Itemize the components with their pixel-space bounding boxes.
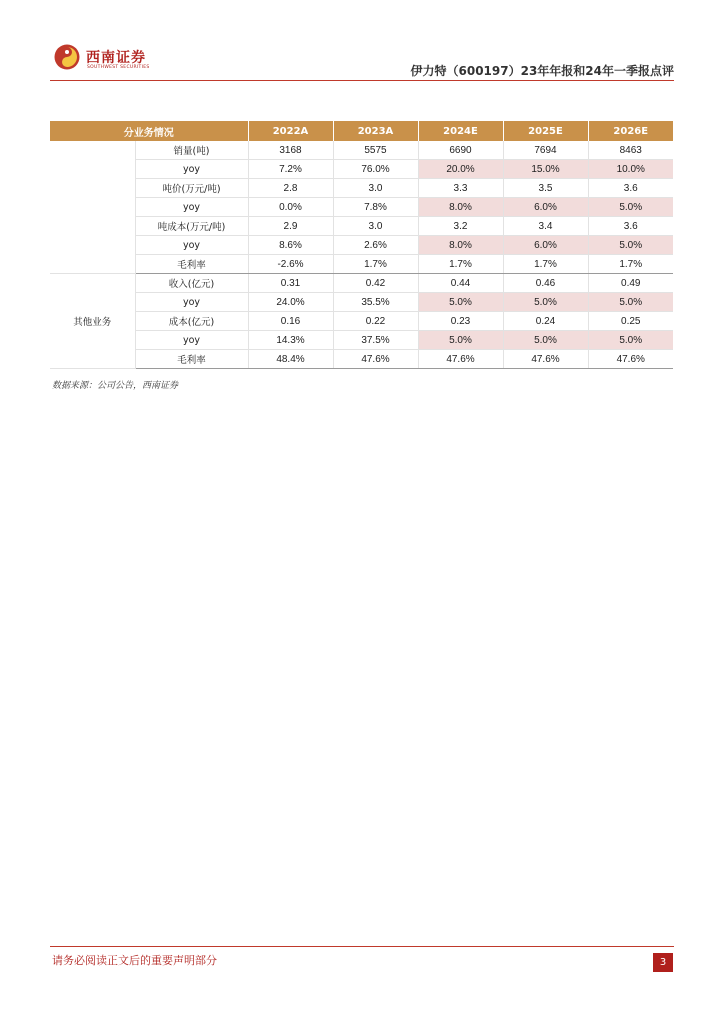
header-cell-2023a: 2023A — [333, 121, 418, 141]
value-cell: 1.7% — [418, 255, 503, 274]
value-cell: -2.6% — [248, 255, 333, 274]
metric-label-cell: yoy — [135, 160, 248, 179]
source-note: 数据来源：公司公告，西南证券 — [52, 381, 179, 391]
header-divider — [50, 80, 674, 81]
metric-label-cell: 毛利率 — [135, 255, 248, 274]
value-cell: 3.4 — [503, 217, 588, 236]
value-cell: 47.6% — [418, 350, 503, 369]
table-row — [50, 255, 673, 274]
table-row — [50, 312, 673, 331]
logo-emblem-icon — [54, 44, 80, 70]
table-row — [50, 236, 673, 255]
value-cell: 48.4% — [248, 350, 333, 369]
value-cell: 0.31 — [248, 274, 333, 293]
table-row — [50, 141, 673, 160]
footer-disclaimer: 请务必阅读正文后的重要声明部分 — [52, 954, 217, 967]
value-cell: 14.3% — [248, 331, 333, 350]
logo-text-cn: 西南证券 — [86, 50, 146, 66]
table-body — [50, 141, 673, 369]
table-row — [50, 274, 673, 293]
metric-label-cell: 收入(亿元) — [135, 274, 248, 293]
business-forecast-table — [50, 121, 673, 369]
value-cell: 35.5% — [333, 293, 418, 312]
metric-label-cell: yoy — [135, 198, 248, 217]
value-cell: 7694 — [503, 141, 588, 160]
header-cell-2026e: 2026E — [588, 121, 673, 141]
value-cell: 3.5 — [503, 179, 588, 198]
value-cell: 0.49 — [588, 274, 673, 293]
header-cell-2022a: 2022A — [248, 121, 333, 141]
value-cell: 6.0% — [503, 198, 588, 217]
value-cell: 1.7% — [588, 255, 673, 274]
value-cell: 3168 — [248, 141, 333, 160]
value-cell: 0.24 — [503, 312, 588, 331]
header-cell-segment: 分业务情况 — [50, 121, 248, 141]
page-number: 3 — [653, 953, 673, 972]
company-logo — [54, 44, 164, 74]
value-cell: 76.0% — [333, 160, 418, 179]
value-cell: 6.0% — [503, 236, 588, 255]
value-cell: 24.0% — [248, 293, 333, 312]
value-cell: 7.8% — [333, 198, 418, 217]
metric-label-cell: yoy — [135, 293, 248, 312]
metric-label-cell: 吨成本(万元/吨) — [135, 217, 248, 236]
value-cell: 7.2% — [248, 160, 333, 179]
group-label-cell: 其他业务 — [50, 274, 135, 369]
value-cell: 0.22 — [333, 312, 418, 331]
value-cell: 8.0% — [418, 198, 503, 217]
logo-text-en: SOUTHWEST SECURITIES — [87, 65, 150, 70]
table-row — [50, 331, 673, 350]
value-cell: 1.7% — [333, 255, 418, 274]
value-cell: 3.2 — [418, 217, 503, 236]
table-row — [50, 198, 673, 217]
table-header-row — [50, 121, 673, 141]
report-title: 伊力特（600197）23年年报和24年一季报点评 — [410, 64, 674, 78]
value-cell: 3.6 — [588, 217, 673, 236]
value-cell: 3.6 — [588, 179, 673, 198]
value-cell: 47.6% — [588, 350, 673, 369]
group-label-cell — [50, 141, 135, 274]
metric-label-cell: yoy — [135, 331, 248, 350]
value-cell: 2.8 — [248, 179, 333, 198]
value-cell: 5.0% — [588, 293, 673, 312]
value-cell: 5.0% — [503, 293, 588, 312]
value-cell: 1.7% — [503, 255, 588, 274]
value-cell: 20.0% — [418, 160, 503, 179]
value-cell: 5.0% — [588, 236, 673, 255]
value-cell: 47.6% — [333, 350, 418, 369]
value-cell: 2.6% — [333, 236, 418, 255]
header-cell-2025e: 2025E — [503, 121, 588, 141]
footer-divider — [50, 946, 674, 947]
value-cell: 8.6% — [248, 236, 333, 255]
value-cell: 5.0% — [588, 198, 673, 217]
value-cell: 3.3 — [418, 179, 503, 198]
table-row — [50, 179, 673, 198]
table-row — [50, 160, 673, 179]
value-cell: 8.0% — [418, 236, 503, 255]
value-cell: 0.44 — [418, 274, 503, 293]
metric-label-cell: 成本(亿元) — [135, 312, 248, 331]
value-cell: 0.0% — [248, 198, 333, 217]
value-cell: 0.23 — [418, 312, 503, 331]
value-cell: 3.0 — [333, 179, 418, 198]
value-cell: 5575 — [333, 141, 418, 160]
table-row — [50, 293, 673, 312]
value-cell: 2.9 — [248, 217, 333, 236]
value-cell: 10.0% — [588, 160, 673, 179]
table-row — [50, 217, 673, 236]
value-cell: 3.0 — [333, 217, 418, 236]
value-cell: 5.0% — [418, 293, 503, 312]
header-cell-2024e: 2024E — [418, 121, 503, 141]
value-cell: 0.42 — [333, 274, 418, 293]
table-row — [50, 350, 673, 369]
metric-label-cell: yoy — [135, 236, 248, 255]
value-cell: 37.5% — [333, 331, 418, 350]
value-cell: 5.0% — [588, 331, 673, 350]
value-cell: 8463 — [588, 141, 673, 160]
metric-label-cell: 毛利率 — [135, 350, 248, 369]
value-cell: 5.0% — [418, 331, 503, 350]
value-cell: 15.0% — [503, 160, 588, 179]
metric-label-cell: 吨价(万元/吨) — [135, 179, 248, 198]
value-cell: 6690 — [418, 141, 503, 160]
metric-label-cell: 销量(吨) — [135, 141, 248, 160]
value-cell: 5.0% — [503, 331, 588, 350]
value-cell: 0.46 — [503, 274, 588, 293]
value-cell: 0.25 — [588, 312, 673, 331]
value-cell: 47.6% — [503, 350, 588, 369]
value-cell: 0.16 — [248, 312, 333, 331]
